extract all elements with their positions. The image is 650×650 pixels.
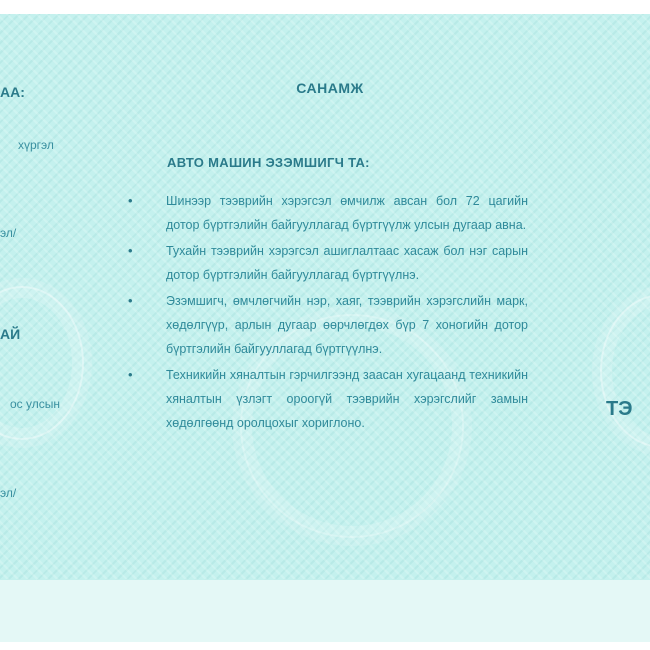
bottom-band xyxy=(0,580,650,642)
left-subheading-fragment: АЙ xyxy=(0,326,21,342)
list-item xyxy=(118,289,528,361)
bullet-icon: • xyxy=(128,243,133,258)
list-item-text: Тухайн тээврийн хэрэгсэл ашиглалтаас хасаж бол нэг сарын дотор бүртгэлийн байгууллагад бүртгүүлнэ. xyxy=(166,244,528,282)
list-item-text: Шинээр тээврийн хэрэгсэл өмчилж авсан бол 72 цагийн дотор бүртгэлийн байгууллагад бүртгүүлж улсын дугаар авна. xyxy=(166,194,528,232)
left-heading-fragment: АА: xyxy=(0,84,25,100)
list-item xyxy=(118,239,528,287)
left-text-fragment-4: эл/ xyxy=(0,486,17,500)
list-item-text: Техникийн хяналтын гэрчилгээнд заасан хугацаанд техникийн хяналтын үзлэгт ороогүй тээврийн хэрэгслийг замын хөдөлгөөнд оролцохыг хориглоно. xyxy=(166,368,528,430)
left-text-fragment-3: ос улсын xyxy=(10,397,60,411)
list-item xyxy=(118,363,528,435)
page-title: САНАМЖ xyxy=(296,80,364,96)
owner-subheading: АВТО МАШИН ЭЗЭМШИГЧ ТА: xyxy=(167,155,370,170)
left-text-fragment-2: эл/ xyxy=(0,226,17,240)
list-item xyxy=(118,189,528,237)
bullet-icon: • xyxy=(128,367,133,382)
registration-card-back xyxy=(0,14,650,642)
bullet-icon: • xyxy=(128,193,133,208)
right-rosette-pattern xyxy=(600,294,650,448)
right-heading-fragment: ТЭ xyxy=(606,398,633,420)
reminder-list xyxy=(118,189,528,437)
left-text-fragment-1: хүргэл xyxy=(18,138,54,152)
left-rosette-pattern xyxy=(0,286,84,440)
bullet-icon: • xyxy=(128,293,133,308)
list-item-text: Эзэмшигч, өмчлөгчийн нэр, хаяг, тээврийн хэрэгслийн марк, хөдөлгүүр, арлын дугаар өөрчлөгдөх бүр 7 хоногийн дотор бүртгэлийн байгууллагад бүртгүүлнэ. xyxy=(166,294,528,356)
